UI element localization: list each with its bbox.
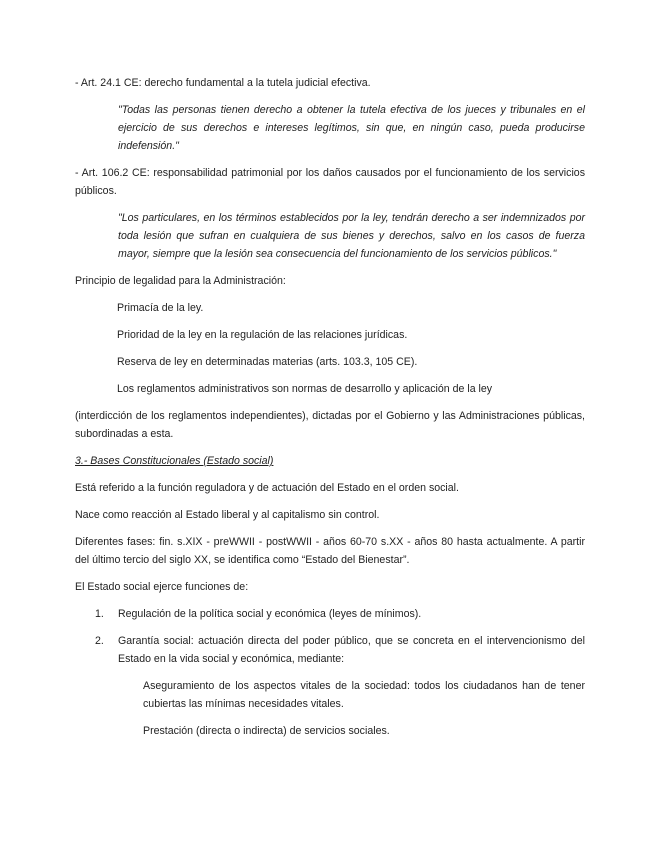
square-bullet-icon (95, 299, 117, 317)
list-item-text: Prioridad de la ley en la regulación de las relaciones jurídicas. (117, 329, 408, 341)
numbered-list-item (75, 605, 585, 623)
list-item (75, 380, 585, 398)
list-item (75, 326, 585, 344)
paragraph-diferentes-fases: Diferentes fases: fin. s.XIX - preWWII - postWWII - años 60-70 s.XX - años 80 hasta actualmente. A partir del último tercio del siglo XX, se identifica como “Estado del Bienestar”. (75, 536, 585, 566)
paragraph-art-24: - Art. 24.1 CE: derecho fundamental a la tutela judicial efectiva. (75, 77, 371, 89)
list-item (75, 299, 585, 317)
round-bullet-icon (124, 722, 143, 740)
list-number: 2. (95, 635, 104, 647)
square-bullet-icon (95, 353, 117, 371)
list-number: 1. (95, 608, 104, 620)
numbered-item-text: Garantía social: actuación directa del poder público, que se concreta en el intervencionismo del Estado en la vida social y económica, mediante: (118, 635, 585, 665)
blockquote-art-106: "Los particulares, en los términos establecidos por la ley, tendrán derecho a ser indemnizados por toda lesión que sufran en cualquiera de sus bienes y derechos, salvo en los casos de fuerza mayor, siempre que la lesión sea consecuencia del funcionamiento de los servicios públicos." (118, 212, 585, 260)
list-item (75, 353, 585, 371)
list-item-text: Reserva de ley en determinadas materias (arts. 103.3, 105 CE). (117, 356, 418, 368)
list-item-text: Primacía de la ley. (117, 302, 204, 314)
sub-list-item-text: Aseguramiento de los aspectos vitales de la sociedad: todos los ciudadanos han de tener cubiertas las mínimas necesidades vitales. (143, 680, 585, 710)
sub-list-item-text: Prestación (directa o indirecta) de servicios sociales. (143, 725, 390, 737)
legality-bullet-list (75, 299, 585, 398)
paragraph-interdiccion: (interdicción de los reglamentos independientes), dictadas por el Gobierno y las Administraciones públicas, subordinadas a esta. (75, 410, 585, 440)
funciones-numbered-list (75, 605, 585, 668)
paragraph-nace-reaccion: Nace como reacción al Estado liberal y al capitalismo sin control. (75, 509, 380, 521)
square-bullet-icon (95, 380, 117, 398)
round-bullet-icon (124, 677, 143, 713)
blockquote-art-24: "Todas las personas tienen derecho a obtener la tutela efectiva de los jueces y tribunales en el ejercicio de sus derechos e intereses legítimos, sin que, en ningún caso, pueda producirse indefensión." (118, 104, 585, 152)
sub-list-item (75, 722, 585, 740)
numbered-item-text: Regulación de la política social y económica (leyes de mínimos). (118, 608, 422, 620)
sub-list-item (75, 677, 585, 713)
paragraph-art-106: - Art. 106.2 CE: responsabilidad patrimonial por los daños causados por el funcionamiento de los servicios públicos. (75, 167, 585, 197)
list-item-text: Los reglamentos administrativos son normas de desarrollo y aplicación de la ley (117, 383, 493, 395)
numbered-list-item (75, 632, 585, 668)
document-content (75, 74, 585, 749)
paragraph-principio-legalidad: Principio de legalidad para la Administración: (75, 275, 286, 287)
square-bullet-icon (95, 326, 117, 344)
section-heading-bases-constitucionales: 3.- Bases Constitucionales (Estado social) (75, 455, 274, 467)
paragraph-funcion-reguladora: Está referido a la función reguladora y de actuación del Estado en el orden social. (75, 482, 459, 494)
garantia-sub-bullet-list (75, 677, 585, 740)
paragraph-funciones-intro: El Estado social ejerce funciones de: (75, 581, 249, 593)
